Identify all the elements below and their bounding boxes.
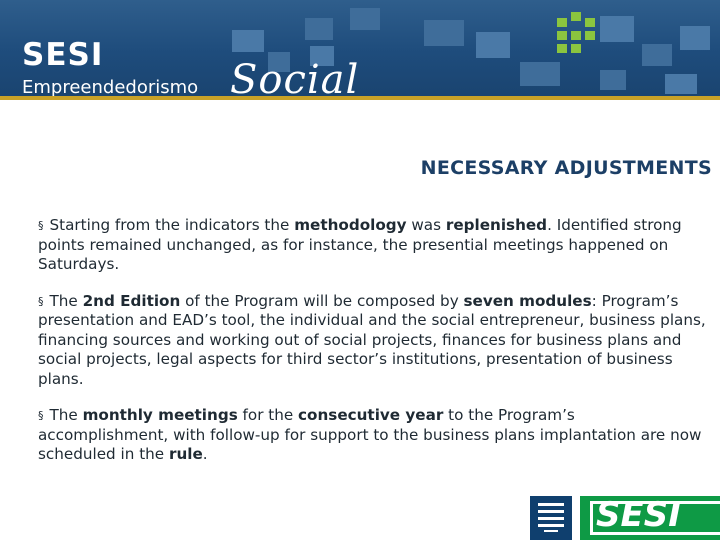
emphasis: 2nd Edition <box>82 291 181 310</box>
decor-square <box>424 20 464 46</box>
header-banner <box>0 0 720 96</box>
brand-script: Social <box>230 57 360 96</box>
decor-square-green <box>571 12 581 21</box>
text: was <box>406 216 446 234</box>
slide-body <box>38 216 706 482</box>
bullet-icon: § <box>38 294 44 308</box>
slide-title: NECESSARY ADJUSTMENTS <box>420 157 712 179</box>
text: . <box>202 445 208 463</box>
text: The <box>49 406 83 424</box>
decor-square <box>520 62 560 86</box>
text: Starting from the indicators the <box>49 216 295 234</box>
paragraph-second-edition <box>38 292 706 390</box>
text: to the Program’s accomplishment, with follow-up for support to the business plans implantation are now scheduled in the <box>38 406 702 463</box>
text: : Program’s presentation and EAD’s tool, the individual and the social entrepreneur, business plans, financing sources and working out of social projects, finances for business plans and social projects, legal aspects for third sector’s institutions, presentation of business plans. <box>38 291 706 388</box>
emphasis: consecutive year <box>298 406 444 424</box>
decor-square <box>305 18 333 40</box>
decor-square <box>600 16 634 42</box>
decor-square <box>476 32 510 58</box>
sesi-logo <box>580 496 720 540</box>
text: The <box>49 291 83 310</box>
emphasis: methodology <box>294 216 407 234</box>
decor-square <box>600 70 626 90</box>
brand-subtitle: Empreendedorismo <box>22 77 199 96</box>
brand-logo-text: SESI <box>22 37 104 73</box>
decor-square <box>665 74 697 94</box>
partner-logo-graphic <box>534 500 568 534</box>
emphasis: monthly meetings <box>82 406 238 424</box>
sesi-logo-text: SESI <box>596 496 681 535</box>
paragraph-methodology <box>38 216 706 275</box>
bullet-icon: § <box>38 219 44 232</box>
decor-square-green <box>557 44 567 53</box>
text: of the Program will be composed by <box>180 291 464 310</box>
decor-square <box>680 26 710 50</box>
decor-square-green <box>585 18 595 27</box>
bullet-icon: § <box>38 409 44 422</box>
decor-square-green <box>557 18 567 27</box>
paragraph-monthly-meetings <box>38 406 706 465</box>
gold-divider <box>0 96 720 100</box>
emphasis: rule <box>168 445 203 463</box>
text: for the <box>237 406 299 424</box>
text: . Identified strong points remained unchanged, as for instance, the presential meetings happened on Saturdays. <box>38 216 682 273</box>
decor-square-green <box>585 31 595 40</box>
decor-square <box>642 44 672 66</box>
partner-logo-icon <box>530 496 572 540</box>
decor-square <box>350 8 380 30</box>
decor-square-green <box>557 31 567 40</box>
emphasis: seven modules <box>463 291 592 310</box>
decor-square-green <box>571 44 581 53</box>
decor-square <box>232 30 264 52</box>
decor-square-green <box>571 31 581 40</box>
emphasis: replenished <box>445 216 548 234</box>
